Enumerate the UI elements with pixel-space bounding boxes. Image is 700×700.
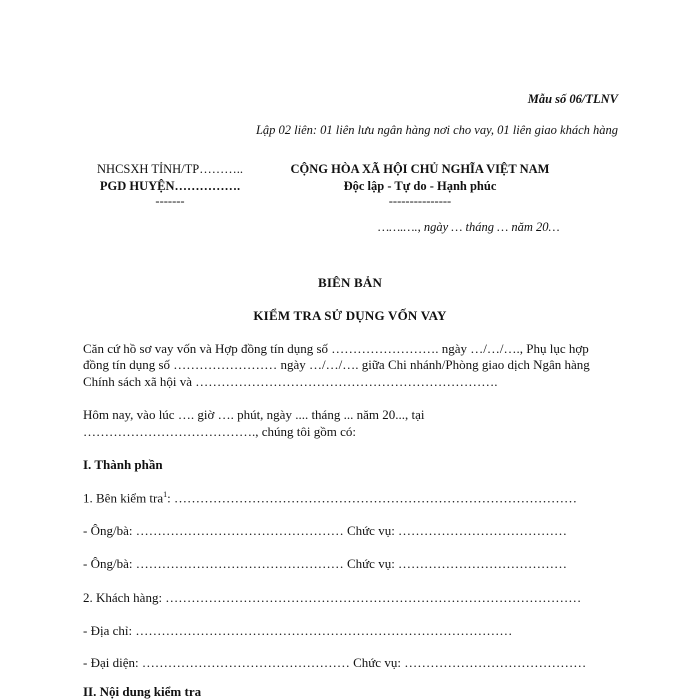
customer-line: 2. Khách hàng: …………………………………………………………………………………… bbox=[83, 590, 582, 605]
inspector-label: 1. Bên kiểm tra bbox=[83, 490, 164, 506]
footnote-marker: 1 bbox=[163, 490, 168, 499]
national-header bbox=[275, 162, 565, 208]
agency-header bbox=[80, 162, 260, 208]
basis-line-2: đồng tín dụng số …………………… ngày …/…/…. giữa Chi nhánh/Phòng giao dịch Ngân hàng bbox=[83, 357, 590, 372]
agency-province: NHCSXH TỈNH/TP……….. bbox=[97, 162, 243, 176]
inspector-person-1: - Ông/bà: ………………………………………… Chức vụ: ………………………………… bbox=[83, 523, 568, 538]
inspector-person-2: - Ông/bà: ………………………………………… Chức vụ: ………………………………… bbox=[83, 556, 568, 571]
basis-line-1: Căn cứ hồ sơ vay vốn và Hợp đồng tín dụng số ……………………. ngày …/…/…., Phụ lục hợp bbox=[83, 341, 589, 356]
inspector-dots: : ………………………………………………………………………………… bbox=[167, 490, 578, 506]
customer-address-line: - Địa chỉ: …………………………………………………………………………… bbox=[83, 623, 513, 638]
copies-note: Lập 02 liên: 01 liên lưu ngân hàng nơi cho vay, 01 liên giao khách hàng bbox=[255, 123, 618, 137]
place-date-line: …….…., ngày … tháng … năm 20… bbox=[378, 220, 560, 234]
document-title: BIÊN BẢN bbox=[317, 275, 383, 290]
document-subtitle: KIỂM TRA SỬ DỤNG VỐN VAY bbox=[253, 308, 447, 323]
meeting-line-2: …………………………………., chúng tôi gồm có: bbox=[83, 424, 356, 439]
national-motto: Độc lập - Tự do - Hạnh phúc bbox=[343, 179, 497, 193]
section-2-heading: II. Nội dung kiểm tra bbox=[83, 684, 202, 699]
basis-line-3: Chính sách xã hội và ……………………………………………………………. bbox=[83, 374, 498, 389]
agency-district: PGD HUYỆN……………. bbox=[99, 179, 241, 193]
national-title: CỘNG HÒA XÃ HỘI CHỦ NGHĨA VIỆT NAM bbox=[290, 162, 550, 176]
agency-divider: ------- bbox=[155, 194, 185, 208]
section-1-heading: I. Thành phần bbox=[83, 457, 163, 472]
inspector-line bbox=[83, 490, 577, 506]
meeting-line-1: Hôm nay, vào lúc …. giờ …. phút, ngày .... tháng ... năm 20..., tại bbox=[83, 407, 425, 422]
form-code: Mẫu số 06/TLNV bbox=[527, 92, 618, 106]
national-divider: --------------- bbox=[388, 194, 452, 208]
customer-representative-line: - Đại diện: ………………………………………… Chức vụ: …………………………………… bbox=[83, 655, 587, 670]
